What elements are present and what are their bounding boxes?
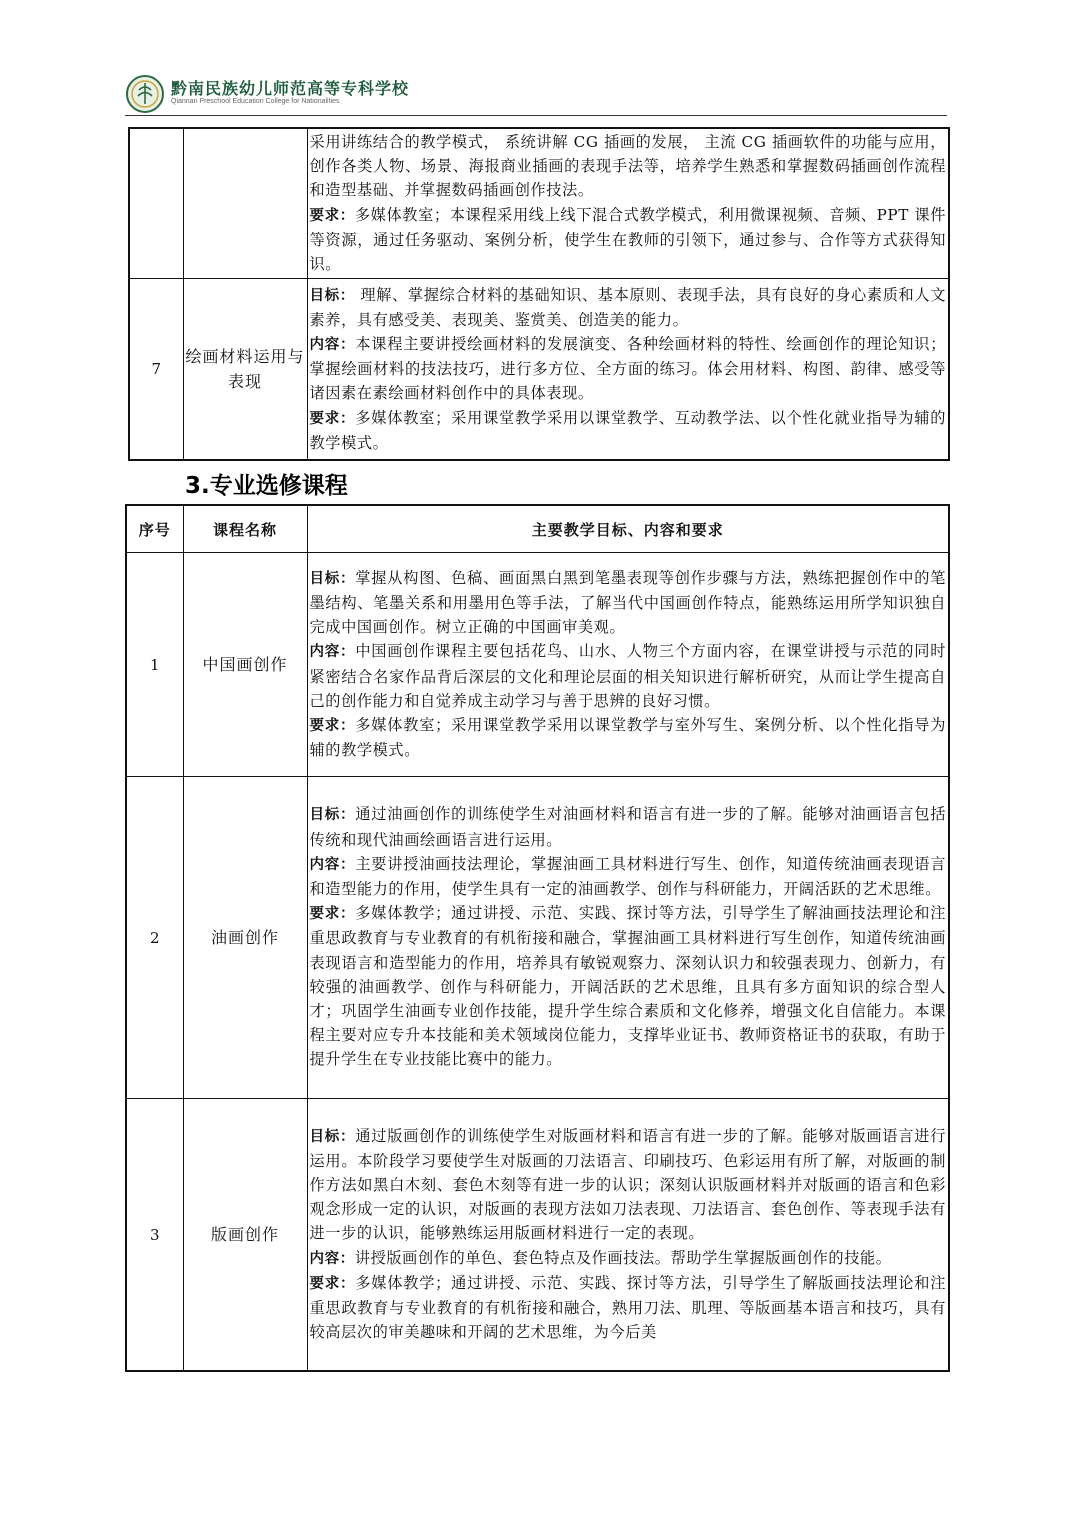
- school-name: 黔南民族幼儿师范高等专科学校: [171, 79, 410, 98]
- table-row: [126, 777, 949, 1099]
- course-description-cell: [307, 553, 949, 777]
- requirement-text: 多媒体教室；采用课堂教学采用以课堂教学与室外写生、案例分析、以个性化指导为辅的教学模式。: [309, 715, 946, 760]
- page-header: [125, 72, 947, 116]
- row-number: 7: [129, 279, 183, 461]
- course-table-continued: [128, 127, 950, 461]
- goal-label: 目标：: [309, 1128, 356, 1145]
- row-number-cell: [129, 128, 183, 279]
- requirement-label: 要求：: [309, 717, 356, 734]
- table-header-row: [126, 505, 949, 553]
- requirement-text: 多媒体教室；本课程采用线上线下混合式教学模式，利用微课视频、音频、PPT 课件等资源，通过任务驱动、案例分析，使学生在教师的引领下，通过参与、合作等方式获得知识。: [309, 205, 946, 274]
- course-name-cell: [183, 128, 307, 279]
- row-number: 1: [126, 553, 183, 777]
- requirement-text: 多媒体教学；通过讲授、示范、实践、探讨等方法，引导学生了解版画技法理论和注重思政教育与专业教育的有机衔接和融合，熟用刀法、肌理、等版画基本语言和技巧，具有较高层次的审美趣味和开阔的艺术思维，为今后美: [309, 1273, 946, 1342]
- requirement-label: 要求：: [309, 906, 356, 923]
- table-row: [126, 553, 949, 777]
- course-description-cell: [307, 1099, 949, 1372]
- header-divider: [125, 115, 947, 116]
- header-course-name: 课程名称: [183, 505, 307, 553]
- course-description-cell: [307, 777, 949, 1099]
- table-row: [126, 1099, 949, 1372]
- content-label: 内容：: [309, 856, 356, 873]
- requirement-label: 要求：: [309, 1275, 356, 1292]
- content-label: 内容：: [309, 336, 356, 353]
- header-number: 序号: [126, 505, 183, 553]
- table-row: [129, 279, 949, 461]
- row-number: 3: [126, 1099, 183, 1372]
- goal-text: 理解、掌握综合材料的基础知识、基本原则、表现手法，具有良好的身心素质和人文素养，具有感受美、表现美、鉴赏美、创造美的能力。: [309, 285, 946, 329]
- goal-label: 目标：: [309, 287, 355, 304]
- course-name: 中国画创作: [183, 553, 307, 777]
- course-description-cell: [307, 128, 949, 279]
- content-text: 本课程主要讲授绘画材料的发展演变、各种绘画材料的特性、绘画创作的理论知识；掌握绘画材料的技法技巧，进行多方位、全方面的练习。体会用材料、构图、韵律、感受等诸因素在素绘画材料创作中的具体表现。: [309, 334, 946, 403]
- goal-label: 目标：: [309, 807, 356, 824]
- content-text: 讲授版画创作的单色、套色特点及作画技法。帮助学生掌握版画创作的技能。: [354, 1248, 892, 1267]
- school-logo-icon: [125, 74, 165, 114]
- goal-text: 通过油画创作的训练使学生对油画材料和语言有进一步的了解。能够对油画语言包括传统和现代油画绘画语言进行运用。: [309, 805, 946, 849]
- content-text: 主要讲授油画技法理论，掌握油画工具材料进行写生、创作，知道传统油画表现语言和造型能力的作用，使学生具有一定的油画教学、创作与科研能力，开阔活跃的艺术思维。: [309, 854, 946, 898]
- table-row: [129, 128, 949, 279]
- description-text: 采用讲练结合的教学模式， 系统讲解 CG 插画的发展， 主流 CG 插画软件的功能与应用，创作各类人物、场景、海报商业插画的表现手法等，培养学生熟悉和掌握数码插画创作流程和造型基础、并掌握数码插画创作技法。: [309, 133, 946, 200]
- row-number: 2: [126, 777, 183, 1099]
- goal-label: 目标：: [309, 570, 356, 587]
- requirement-label: 要求：: [309, 207, 355, 224]
- course-name: 版画创作: [183, 1099, 307, 1372]
- content-label: 内容：: [309, 644, 356, 661]
- requirement-text: 多媒体教学；通过讲授、示范、实践、探讨等方法，引导学生了解油画技法理论和注重思政教育与专业教育的有机衔接和融合，掌握油画工具材料进行写生创作，知道传统油画表现语言和造型能力的作用，培养具有敏锐观察力、深刻认识力和较强表现力、创新力，有较强的油画教学、创作与科研能力，开阔活跃的艺术思维，且具有多方面知识的综合型人才；巩固学生油画专业创作技能，提升学生综合素质和文化修养，增强文化自信能力。本课程主要对应专升本技能和美术领域岗位能力，支撑毕业证书、教师资格证书的获取，有助于提升学生在专业技能比赛中的能力。: [309, 904, 946, 1069]
- section-title: 3.专业选修课程: [185, 473, 348, 499]
- requirement-label: 要求：: [309, 410, 356, 427]
- school-name-en: Qiannan Preschool Education College for Nationalities: [171, 98, 340, 105]
- goal-text: 掌握从构图、色稿、画面黑白黑到笔墨表现等创作步骤与方法，熟练把握创作中的笔墨结构、笔墨关系和用墨用色等手法，了解当代中国画创作特点，能熟练运用所学知识独自完成中国画创作。树立正确的中国画审美观。: [309, 568, 946, 637]
- course-description-cell: [307, 279, 949, 461]
- content-text: 中国画创作课程主要包括花鸟、山水、人物三个方面内容，在课堂讲授与示范的同时紧密结合名家作品背后深层的文化和理论层面的相关知识进行解析研究，从而让学生提高自己的创作能力和自觉养成主动学习与善于思辨的良好习惯。: [309, 642, 946, 710]
- header-description: 主要教学目标、内容和要求: [307, 505, 949, 553]
- course-name: 油画创作: [183, 777, 307, 1099]
- elective-course-table: [125, 504, 950, 1372]
- goal-text: 通过版画创作的训练使学生对版画材料和语言有进一步的了解。能够对版画语言进行运用。本阶段学习要使学生对版画的刀法语言、印刷技巧、色彩运用有所了解，对版画的制作方法如黑白木刻、套色木刻等有进一步的认识；深刻认识版画材料并对版画的语言和色彩观念形成一定的认识，对版画的表现方法如刀法表现、刀法语言、套色创作、等表现手法有进一步的认识，能够熟练运用版画材料进行一定的表现。: [309, 1126, 946, 1243]
- content-label: 内容：: [309, 1250, 355, 1267]
- course-name: 绘画材料运用与表现: [183, 279, 307, 461]
- requirement-text: 多媒体教室；采用课堂教学采用以课堂教学、互动教学法、以个性化就业指导为辅的教学模式。: [309, 408, 946, 452]
